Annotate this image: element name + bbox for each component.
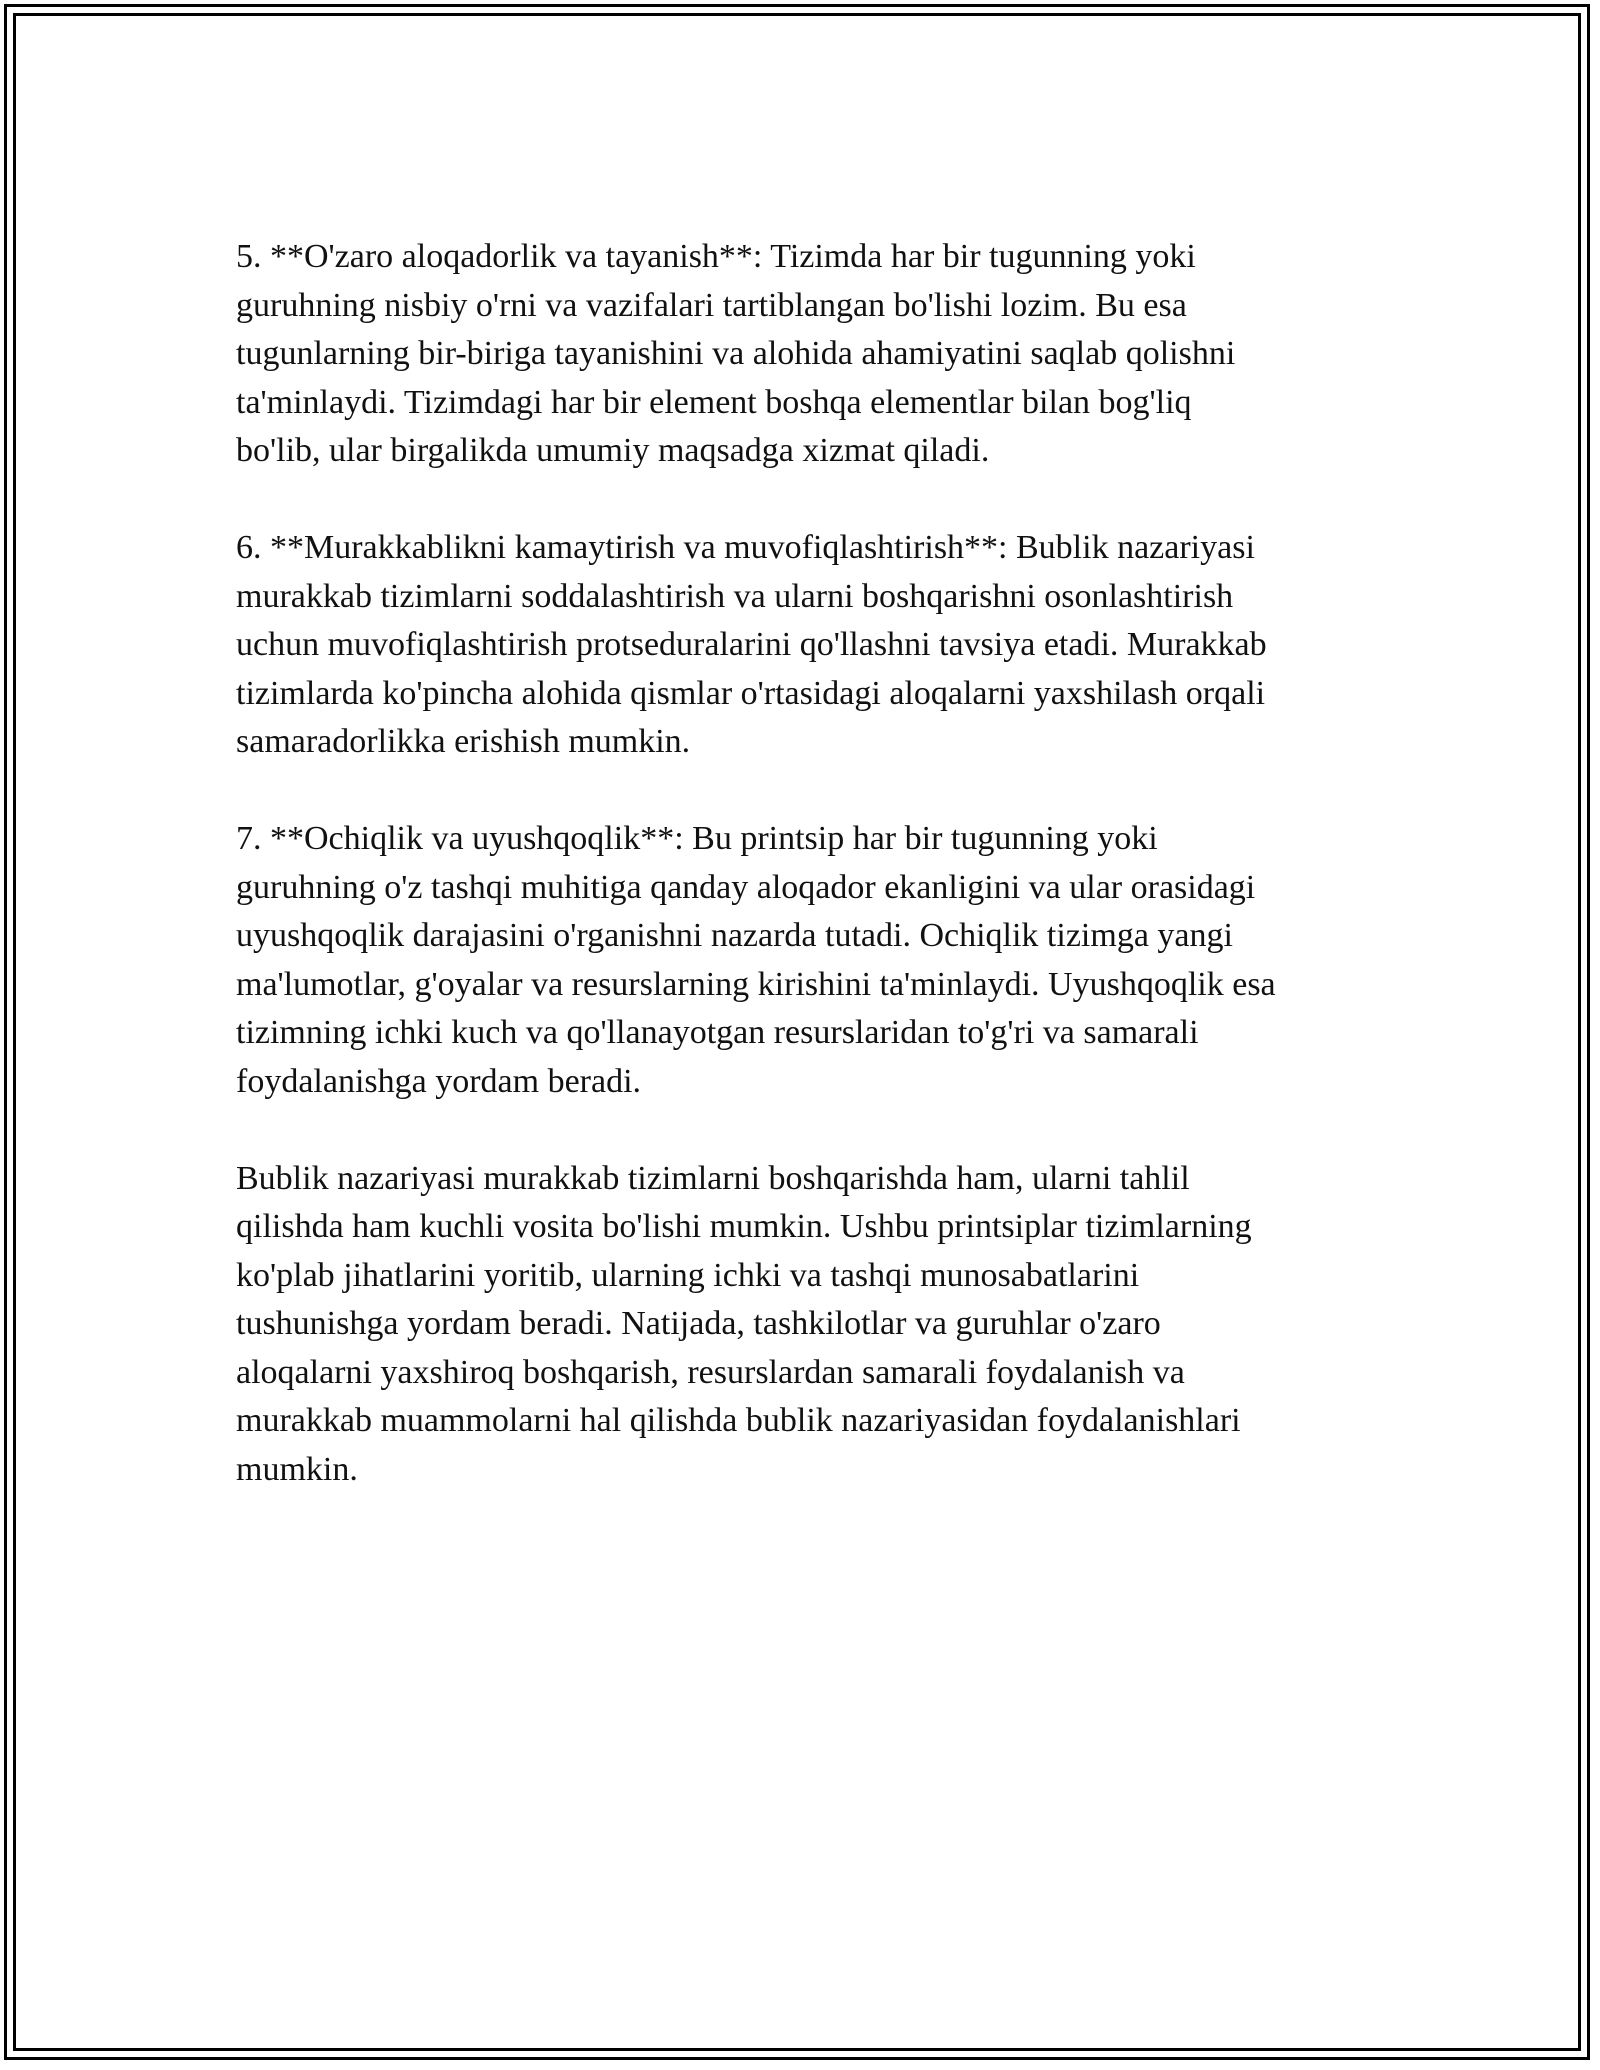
paragraph-item-7: 7. **Ochiqlik va uyushqoqlik**: Bu printsip har bir tugunning yoki guruhning o'z tashqi muhitiga qanday aloqador ekanligini va ular orasidagi uyushqoqlik darajasini o'rganishni nazarda tutadi. Ochiqlik tizimga yangi ma'lumotlar, g'oyalar va resurslarning kirishini ta'minlaydi. Uyushqoqlik esa tizimning ichki kuch va qo'llanayotgan resurslaridan to'g'ri va samarali foydalanishga yordam beradi. [236,820,1276,1100]
paragraph-conclusion: Bublik nazariyasi murakkab tizimlarni boshqarishda ham, ularni tahlil qilishda ham kuchli vosita bo'lishi mumkin. Ushbu printsiplar tizimlarning ko'plab jihatlarini yoritib, ularning ichki va tashqi munosabatlarini tushunishga yordam beradi. Natijada, tashkilotlar va guruhlar o'zaro aloqalarni yaxshiroq boshqarish, resurslardan samarali foydalanish va murakkab muammolarni hal qilishda bublik nazariyasidan foydalanishlari mumkin. [236,1159,1252,1488]
document-body [236,233,1366,1494]
paragraph-item-5: 5. **O'zaro aloqadorlik va tayanish**: Tizimda har bir tugunning yoki guruhning nisbiy o'rni va vazifalari tartiblangan bo'lishi lozim. Bu esa tugunlarning bir-biriga tayanishini va alohida ahamiyatini saqlab qolishni ta'minlaydi. Tizimdagi har bir element boshqa elementlar bilan bog'liq bo'lib, ular birgalikda umumiy maqsadga xizmat qiladi. [236,238,1236,469]
paragraph-item-6: 6. **Murakkablikni kamaytirish va muvofiqlashtirish**: Bublik nazariyasi murakkab tizimlarni soddalashtirish va ularni boshqarishni osonlashtirish uchun muvofiqlashtirish protseduralarini qo'llashni tavsiya etadi. Murakkab tizimlarda ko'pincha alohida qismlar o'rtasidagi aloqalarni yaxshilash orqali samaradorlikka erishish mumkin. [236,529,1267,760]
